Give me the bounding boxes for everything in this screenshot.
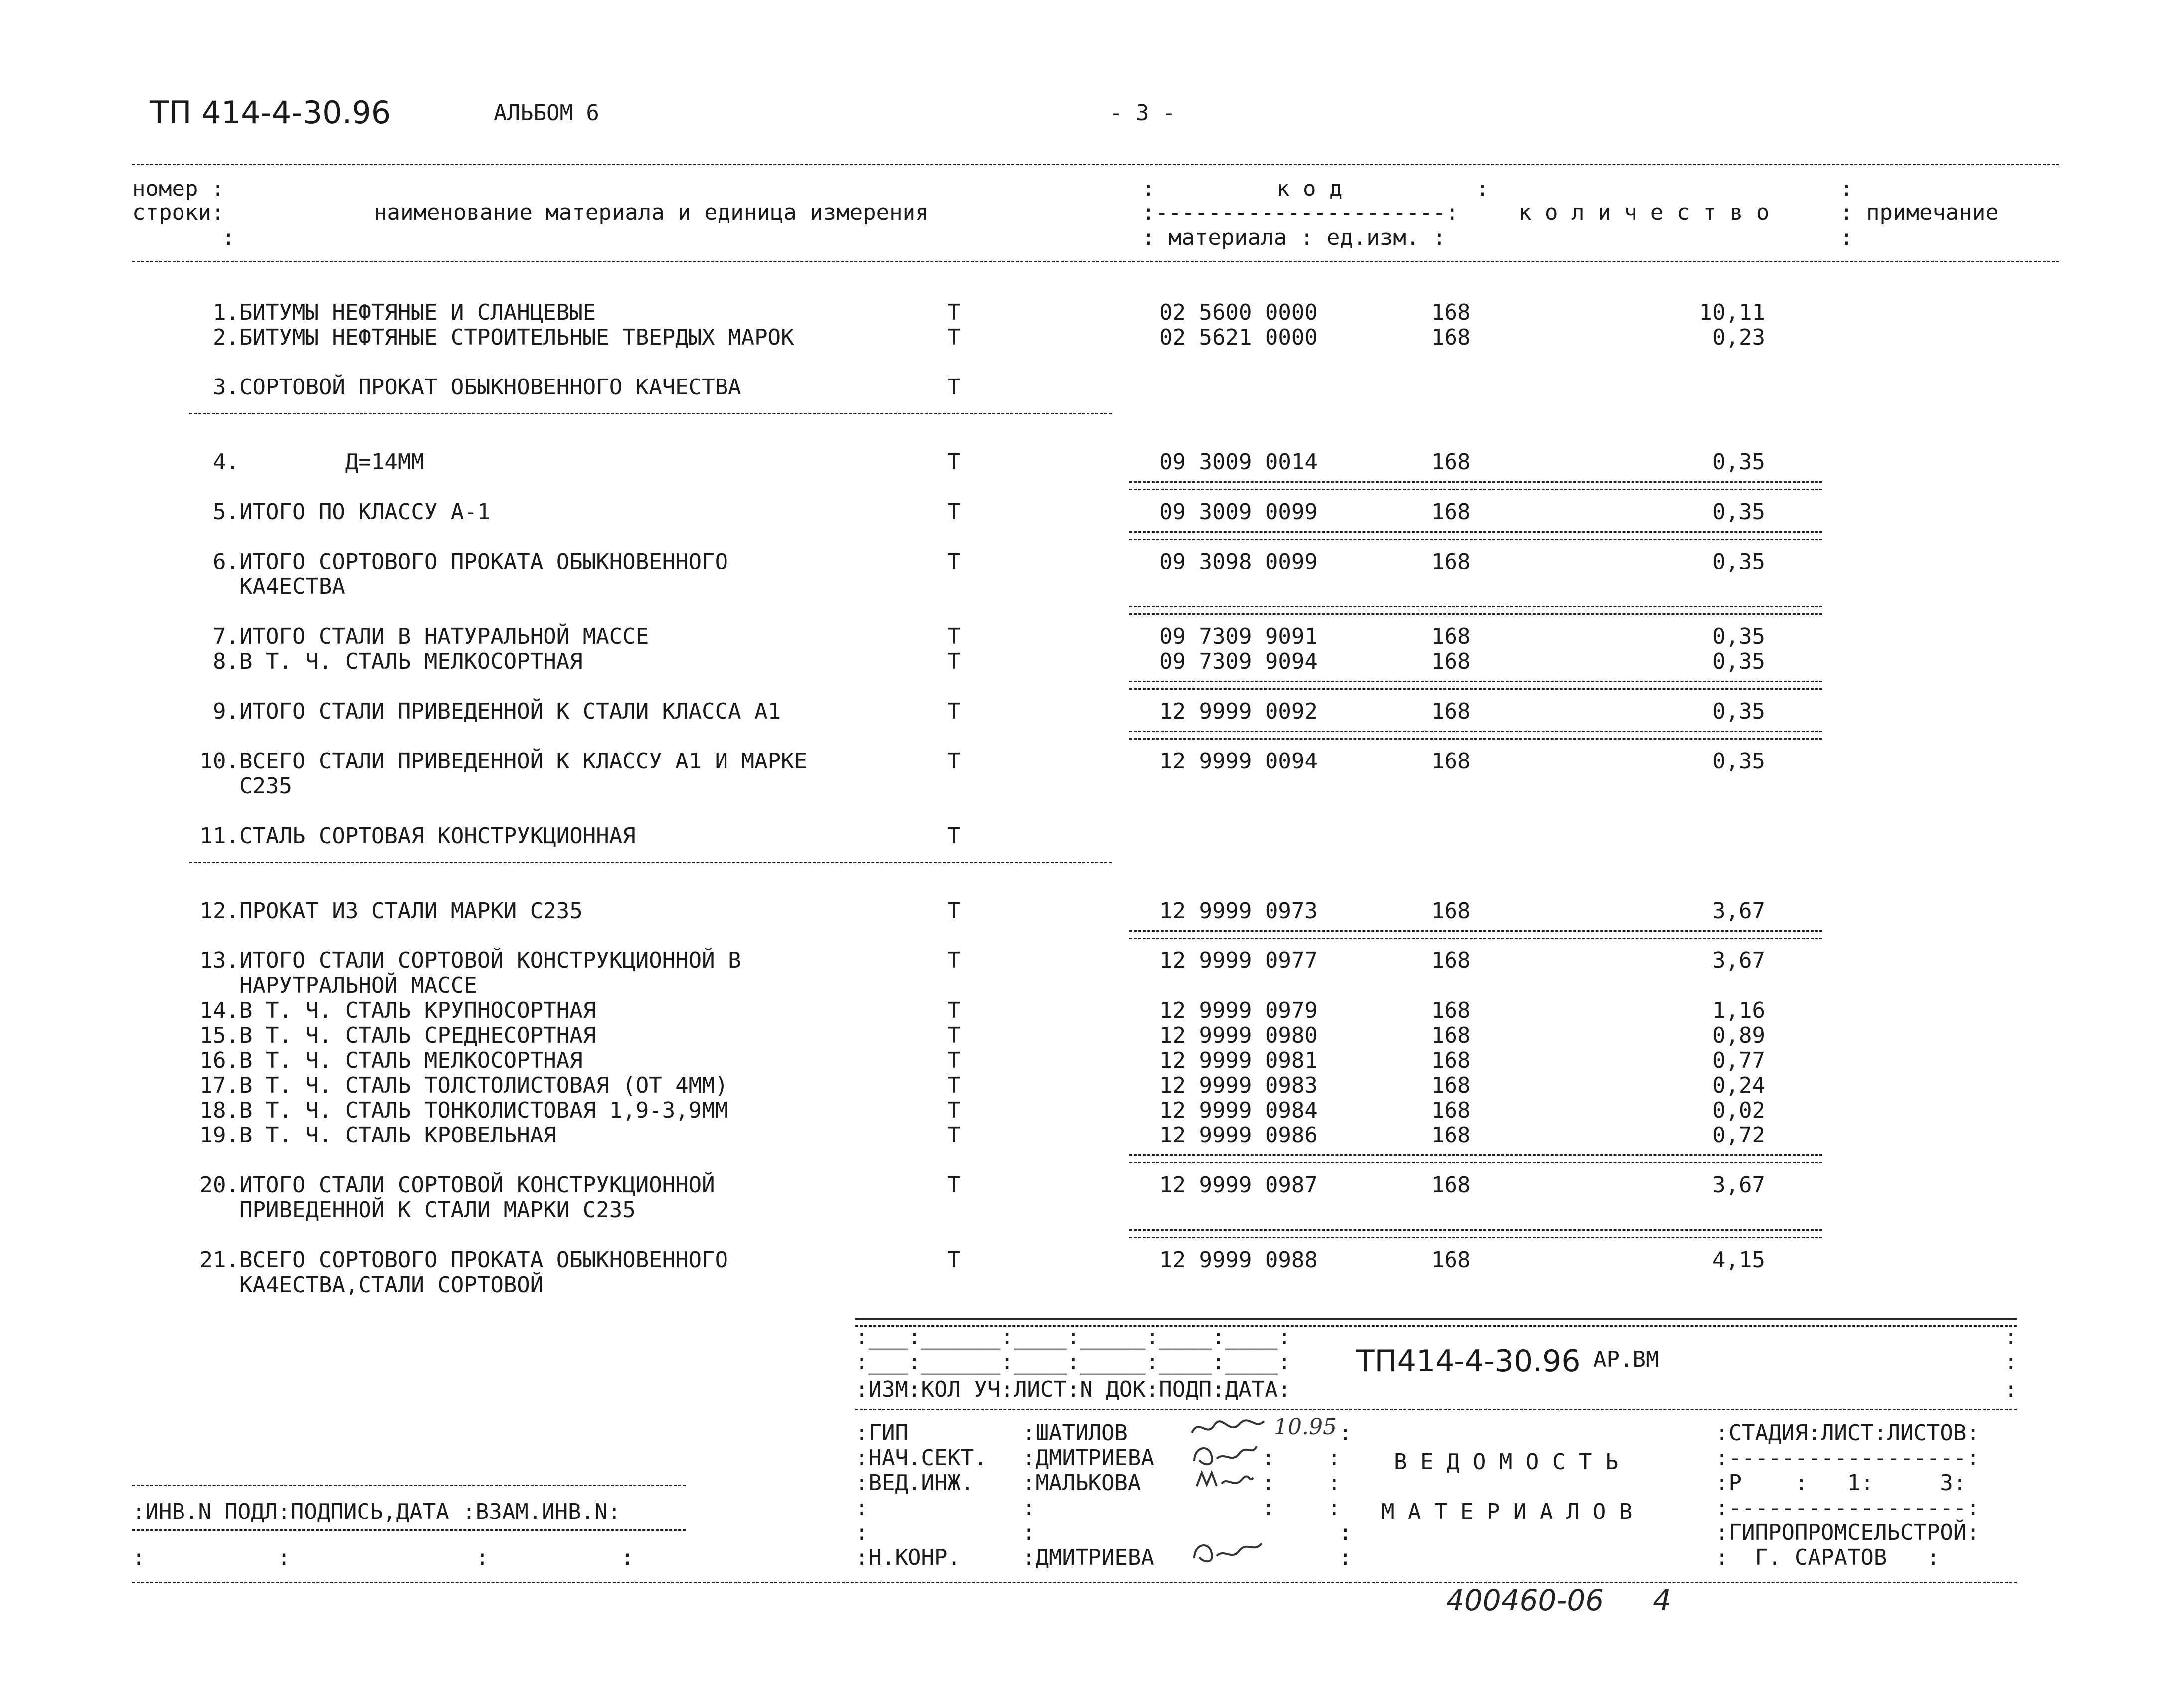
row-material-code: 12 9999 0984 [1159, 1098, 1318, 1123]
row-name: В Т. Ч. СТАЛЬ СРЕДНЕСОРТНАЯ [239, 1023, 596, 1048]
row-name: ПРОКАТ ИЗ СТАЛИ МАРКИ С235 [239, 898, 583, 924]
col-num-line2: строки: [132, 200, 225, 225]
row-quantity: 0,77 [1712, 1048, 1765, 1073]
stamp-cell-divider: : [1339, 1420, 1352, 1446]
organization-city: : Г. САРАТОВ : [1715, 1545, 1940, 1570]
row-name: В Т. Ч. СТАЛЬ МЕЛКОСОРТНАЯ [239, 1048, 583, 1073]
stamp-cell-divider: : : [1262, 1495, 1341, 1520]
revision-header-row: :ИЗМ:КОЛ УЧ:ЛИСТ:N ДОК:ПОДП:ДАТА: [855, 1377, 1291, 1402]
row-quantity: 3,67 [1712, 1172, 1765, 1198]
row-material-code: 09 3098 0099 [1159, 549, 1318, 574]
row-unit-code: 168 [1431, 998, 1471, 1023]
total-rule [1129, 481, 1822, 490]
row-unit-code: 168 [1431, 449, 1471, 475]
stamp-top-rule [855, 1318, 2017, 1320]
stamp-right-colon: : [2004, 1325, 2018, 1350]
row-material-code: 12 9999 0979 [1159, 998, 1318, 1023]
row-unit: Т [947, 948, 961, 973]
row-number: 13. [199, 948, 239, 973]
row-number: 20. [199, 1172, 239, 1198]
stamp-empty-name: : [1022, 1495, 1036, 1520]
row-name-continued: С235 [239, 773, 292, 799]
row-quantity: 1,16 [1712, 998, 1765, 1023]
row-name: ИТОГО ПО КЛАССУ А-1 [239, 499, 491, 525]
col-code-subheader: : материала : ед.изм. : [1142, 225, 1446, 250]
row-quantity: 0,72 [1712, 1123, 1765, 1148]
col-name-header: наименование материала и единица измерения [374, 200, 929, 225]
signature-dmitrieva-2 [1189, 1538, 1264, 1566]
row-name: ИТОГО СТАЛИ В НАТУРАЛЬНОЙ МАССЕ [239, 624, 649, 649]
stamp-empty-name: : [1022, 1520, 1036, 1545]
row-quantity: 0,35 [1712, 549, 1765, 574]
project-code: ТП414-4-30.96 [1356, 1344, 1581, 1379]
row-unit: Т [947, 499, 961, 525]
row-name: СТАЛЬ СОРТОВАЯ КОНСТРУКЦИОННАЯ [239, 823, 636, 849]
stage-separator-2: :------------------: [1715, 1495, 1980, 1520]
stage-values: :Р : 1: 3: [1715, 1470, 1967, 1496]
row-quantity: 0,23 [1712, 325, 1765, 350]
row-unit: Т [947, 1048, 961, 1073]
section-rule [189, 862, 1112, 863]
row-material-code: 02 5621 0000 [1159, 325, 1318, 350]
row-name: В Т. Ч. СТАЛЬ ТОЛСТОЛИСТОВАЯ (ОТ 4ММ) [239, 1073, 728, 1098]
row-unit-code: 168 [1431, 1048, 1471, 1073]
stamp-right-colon: : [2004, 1377, 2018, 1402]
row-quantity: 0,35 [1712, 699, 1765, 724]
row-unit: Т [947, 449, 961, 475]
inventory-cells: : : : : [132, 1545, 634, 1570]
stage-separator: :------------------: [1715, 1445, 1980, 1471]
role-lead-engineer: :ВЕД.ИНЖ. [855, 1470, 974, 1496]
total-rule [1129, 930, 1822, 939]
row-unit-code: 168 [1431, 1073, 1471, 1098]
row-number: 11. [199, 823, 239, 849]
row-name: В Т. Ч. СТАЛЬ КРУПНОСОРТНАЯ [239, 998, 596, 1023]
row-name: ВСЕГО СТАЛИ ПРИВЕДЕННОЙ К КЛАССУ А1 И МАРКЕ [239, 749, 808, 774]
col-note-header: : примечание [1840, 200, 1998, 225]
row-unit-code: 168 [1431, 649, 1471, 674]
col-num-line3: : [222, 225, 235, 250]
row-name: В Т. Ч. СТАЛЬ ТОНКОЛИСТОВАЯ 1,9-3,9ММ [239, 1098, 728, 1123]
row-unit: Т [947, 1023, 961, 1048]
row-unit-code: 168 [1431, 300, 1471, 325]
row-name: ИТОГО СТАЛИ СОРТОВОЙ КОНСТРУКЦИОННОЙ В [239, 948, 741, 973]
row-number: 17. [199, 1073, 239, 1098]
row-name-continued: НАРУТРАЛЬНОЙ МАССЕ [239, 973, 477, 998]
row-unit: Т [947, 823, 961, 849]
row-name: ИТОГО СТАЛИ ПРИВЕДЕННОЙ К СТАЛИ КЛАССА А1 [239, 699, 781, 724]
row-number: 21. [199, 1247, 239, 1273]
row-number: 3. [213, 375, 239, 400]
stage-header: :СТАДИЯ:ЛИСТ:ЛИСТОВ: [1715, 1420, 1980, 1446]
row-name: Д=14ММ [239, 449, 424, 475]
row-unit: Т [947, 549, 961, 574]
inventory-mid-rule [132, 1529, 686, 1531]
revision-blank-row: :___:______:____:_____:____:____: [855, 1325, 1291, 1350]
signature-malkova [1194, 1469, 1254, 1491]
row-unit-code: 168 [1431, 624, 1471, 649]
total-rule [1129, 606, 1822, 615]
signature-dmitrieva [1189, 1441, 1259, 1469]
row-material-code: 12 9999 0973 [1159, 898, 1318, 924]
stamp-bottom-rule [132, 1582, 2017, 1583]
stamp-mid-rule [855, 1409, 2017, 1410]
name-gip: :ШАТИЛОВ [1022, 1420, 1128, 1446]
row-material-code: 12 9999 0981 [1159, 1048, 1318, 1073]
row-name-continued: КА4ЕСТВА [239, 574, 345, 599]
row-unit-code: 168 [1431, 325, 1471, 350]
row-number: 12. [199, 898, 239, 924]
row-number: 10. [199, 749, 239, 774]
row-material-code: 09 7309 9094 [1159, 649, 1318, 674]
stamp-cell-divider: : : [1262, 1445, 1341, 1471]
document-title-line2: М А Т Е Р И А Л О В [1381, 1499, 1633, 1524]
row-unit: Т [947, 375, 961, 400]
row-unit-code: 168 [1431, 749, 1471, 774]
row-unit: Т [947, 998, 961, 1023]
role-sector-head: :НАЧ.СЕКТ. [855, 1445, 987, 1471]
row-material-code: 09 3009 0099 [1159, 499, 1318, 525]
row-material-code: 12 9999 0980 [1159, 1023, 1318, 1048]
row-quantity: 3,67 [1712, 898, 1765, 924]
row-name-continued: КА4ЕСТВА,СТАЛИ СОРТОВОЙ [239, 1272, 544, 1298]
total-rule [1129, 1229, 1822, 1238]
row-unit: Т [947, 1172, 961, 1198]
row-unit-code: 168 [1431, 898, 1471, 924]
signature-shatilov [1189, 1415, 1269, 1440]
row-material-code: 12 9999 0983 [1159, 1073, 1318, 1098]
row-unit: Т [947, 649, 961, 674]
row-quantity: 0,35 [1712, 749, 1765, 774]
row-material-code: 12 9999 0986 [1159, 1123, 1318, 1148]
row-number: 15. [199, 1023, 239, 1048]
album-label: АЛЬБОМ 6 [494, 100, 599, 126]
row-unit: Т [947, 624, 961, 649]
role-norm-control: :Н.КОНР. [855, 1545, 961, 1570]
row-material-code: 09 7309 9091 [1159, 624, 1318, 649]
row-number: 14. [199, 998, 239, 1023]
row-number: 8. [213, 649, 239, 674]
row-number: 18. [199, 1098, 239, 1123]
row-quantity: 0,02 [1712, 1098, 1765, 1123]
organization-name: :ГИПРОПРОМСЕЛЬСТРОЙ: [1715, 1520, 1980, 1545]
row-unit: Т [947, 749, 961, 774]
col-note-colon-bottom: : [1840, 225, 1853, 250]
row-unit: Т [947, 325, 961, 350]
total-rule [1129, 731, 1822, 740]
stamp-empty-role: : [855, 1495, 869, 1520]
row-quantity: 4,15 [1712, 1247, 1765, 1273]
row-unit-code: 168 [1431, 1172, 1471, 1198]
row-unit-code: 168 [1431, 1023, 1471, 1048]
row-quantity: 0,35 [1712, 499, 1765, 525]
col-code-colon-left: : [1142, 176, 1155, 201]
row-quantity: 0,35 [1712, 624, 1765, 649]
doc-code: ТП 414-4-30.96 [150, 94, 391, 131]
row-number: 9. [213, 699, 239, 724]
row-name-continued: ПРИВЕДЕННОЙ К СТАЛИ МАРКИ С235 [239, 1197, 636, 1223]
row-unit-code: 168 [1431, 1098, 1471, 1123]
row-material-code: 12 9999 0987 [1159, 1172, 1318, 1198]
row-unit-code: 168 [1431, 1247, 1471, 1273]
row-name: ИТОГО СТАЛИ СОРТОВОЙ КОНСТРУКЦИОННОЙ [239, 1172, 715, 1198]
row-name: ИТОГО СОРТОВОГО ПРОКАТА ОБЫКНОВЕННОГО [239, 549, 728, 574]
row-number: 2. [213, 325, 239, 350]
row-number: 16. [199, 1048, 239, 1073]
total-rule [1129, 1154, 1822, 1163]
header-rule-bottom [132, 261, 2059, 262]
col-code-header: к о д [1276, 176, 1343, 201]
row-name: СОРТОВОЙ ПРОКАТ ОБЫКНОВЕННОГО КАЧЕСТВА [239, 375, 741, 400]
row-material-code: 02 5600 0000 [1159, 300, 1318, 325]
row-name: БИТУМЫ НЕФТЯНЫЕ И СЛАНЦЕВЫЕ [239, 300, 596, 325]
row-material-code: 12 9999 0988 [1159, 1247, 1318, 1273]
signature-date: 10.95 [1274, 1414, 1337, 1440]
row-name: ВСЕГО СОРТОВОГО ПРОКАТА ОБЫКНОВЕННОГО [239, 1247, 728, 1273]
row-unit: Т [947, 300, 961, 325]
row-unit-code: 168 [1431, 699, 1471, 724]
inventory-labels: :ИНВ.N ПОДЛ:ПОДПИСЬ,ДАТА :ВЗАМ.ИНВ.N: [132, 1499, 621, 1524]
row-quantity: 0,35 [1712, 649, 1765, 674]
col-note-colon-top: : [1840, 176, 1853, 201]
row-quantity: 3,67 [1712, 948, 1765, 973]
row-material-code: 12 9999 0092 [1159, 699, 1318, 724]
total-rule [1129, 681, 1822, 690]
role-gip: :ГИП [855, 1420, 908, 1446]
total-rule [1129, 531, 1822, 540]
row-unit: Т [947, 699, 961, 724]
document-title-line1: В Е Д О М О С Т Ь [1394, 1449, 1619, 1475]
row-unit: Т [947, 1123, 961, 1148]
row-quantity: 0,35 [1712, 449, 1765, 475]
col-qty-header: к о л и ч е с т в о [1518, 200, 1770, 225]
row-number: 7. [213, 624, 239, 649]
page-number: - 3 - [1109, 100, 1176, 126]
row-unit-code: 168 [1431, 499, 1471, 525]
col-num-line1: номер : [132, 176, 225, 201]
row-material-code: 12 9999 0094 [1159, 749, 1318, 774]
stamp-cell-divider: : [1339, 1520, 1352, 1545]
inventory-top-rule [132, 1485, 686, 1486]
header-rule-top [132, 164, 2059, 165]
row-material-code: 12 9999 0977 [1159, 948, 1318, 973]
name-lead-engineer: :МАЛЬКОВА [1022, 1470, 1141, 1496]
row-unit: Т [947, 1073, 961, 1098]
row-quantity: 10,11 [1699, 300, 1765, 325]
row-unit: Т [947, 1247, 961, 1273]
row-unit-code: 168 [1431, 1123, 1471, 1148]
name-sector-head: :ДМИТРИЕВА [1022, 1445, 1154, 1471]
row-quantity: 0,24 [1712, 1073, 1765, 1098]
row-number: 4. [213, 449, 239, 475]
row-name: БИТУМЫ НЕФТЯНЫЕ СТРОИТЕЛЬНЫЕ ТВЕРДЫХ МАРОК [239, 325, 794, 350]
row-material-code: 09 3009 0014 [1159, 449, 1318, 475]
row-quantity: 0,89 [1712, 1023, 1765, 1048]
col-code-separator: :----------------------: [1142, 200, 1459, 225]
row-number: 1. [213, 300, 239, 325]
row-number: 19. [199, 1123, 239, 1148]
stamp-right-colon: : [2004, 1349, 2018, 1375]
section-rule [189, 413, 1112, 414]
revision-blank-row: :___:______:____:_____:____:____: [855, 1349, 1291, 1375]
row-unit: Т [947, 1098, 961, 1123]
row-unit: Т [947, 898, 961, 924]
name-norm-control: :ДМИТРИЕВА [1022, 1545, 1154, 1570]
row-unit-code: 168 [1431, 549, 1471, 574]
stamp-cell-divider: : [1339, 1545, 1352, 1570]
drawing-mark: АР.ВМ [1593, 1347, 1659, 1372]
row-name: В Т. Ч. СТАЛЬ МЕЛКОСОРТНАЯ [239, 649, 583, 674]
row-unit-code: 168 [1431, 948, 1471, 973]
row-number: 5. [213, 499, 239, 525]
row-number: 6. [213, 549, 239, 574]
row-name: В Т. Ч. СТАЛЬ КРОВЕЛЬНАЯ [239, 1123, 556, 1148]
stamp-cell-divider: : : [1262, 1470, 1341, 1496]
stamp-empty-role: : [855, 1520, 869, 1545]
handwritten-archive-number: 400460-06 [1446, 1583, 1604, 1617]
col-code-colon-right: : [1476, 176, 1489, 201]
handwritten-page-number: 4 [1653, 1583, 1671, 1617]
